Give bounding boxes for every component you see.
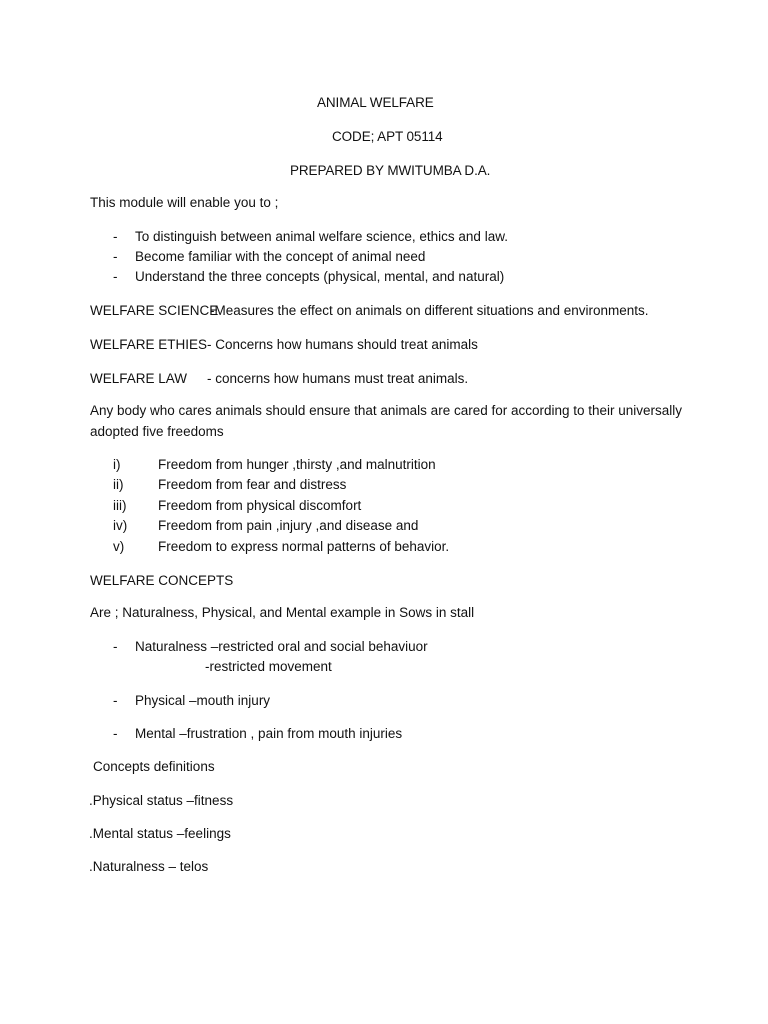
concept-text-continuation: -restricted movement: [205, 659, 332, 674]
freedom-text: Freedom from pain ,injury ,and disease and: [158, 518, 419, 533]
objective-text: To distinguish between animal welfare science, ethics and law.: [135, 229, 508, 244]
concept-definition: .Physical status –fitness: [89, 793, 234, 808]
objective-text: Understand the three concepts (physical, mental, and natural): [135, 269, 505, 284]
definition-term: WELFARE SCIENCE: [90, 303, 219, 318]
freedom-text: Freedom from physical discomfort: [158, 498, 362, 513]
freedom-text: Freedom from hunger ,thirsty ,and malnutrition: [158, 457, 436, 472]
concepts-definitions-heading: Concepts definitions: [93, 759, 215, 774]
freedom-text: Freedom from fear and distress: [158, 477, 347, 492]
concept-text: Physical –mouth injury: [135, 693, 271, 708]
bullet-dash: -: [113, 639, 118, 654]
bullet-dash: -: [113, 269, 118, 284]
intro-text: This module will enable you to ;: [90, 195, 279, 210]
definition-text: -Measures the effect on animals on different situations and environments.: [210, 303, 649, 318]
concepts-intro: Are ; Naturalness, Physical, and Mental example in Sows in stall: [90, 605, 475, 620]
bullet-dash: -: [113, 726, 118, 741]
list-numeral: v): [113, 539, 125, 554]
concepts-heading: WELFARE CONCEPTS: [90, 573, 234, 588]
list-numeral: iii): [113, 498, 127, 513]
objective-text: Become familiar with the concept of animal need: [135, 249, 426, 264]
freedoms-intro-line-2: adopted five freedoms: [90, 424, 224, 439]
prepared-by: PREPARED BY MWITUMBA D.A.: [290, 163, 491, 178]
definition-text: - concerns how humans must treat animals.: [207, 371, 469, 386]
list-numeral: iv): [113, 518, 128, 533]
list-numeral: i): [113, 457, 121, 472]
definition-term: WELFARE ETHIES: [90, 337, 208, 352]
concept-definition: .Naturalness – telos: [89, 859, 209, 874]
definition-term: WELFARE LAW: [90, 371, 188, 386]
course-code: CODE; APT 05114: [332, 129, 443, 144]
concept-definition: .Mental status –feelings: [89, 826, 231, 841]
freedom-text: Freedom to express normal patterns of behavior.: [158, 539, 450, 554]
bullet-dash: -: [113, 693, 118, 708]
list-numeral: ii): [113, 477, 124, 492]
concept-text: Mental –frustration , pain from mouth injuries: [135, 726, 403, 741]
freedoms-intro-line-1: Any body who cares animals should ensure that animals are cared for according to their universally: [90, 403, 683, 418]
bullet-dash: -: [113, 229, 118, 244]
concept-text: Naturalness –restricted oral and social behaviuor: [135, 639, 428, 654]
definition-text: - Concerns how humans should treat animals: [207, 337, 478, 352]
document-title: ANIMAL WELFARE: [317, 95, 434, 110]
bullet-dash: -: [113, 249, 118, 264]
